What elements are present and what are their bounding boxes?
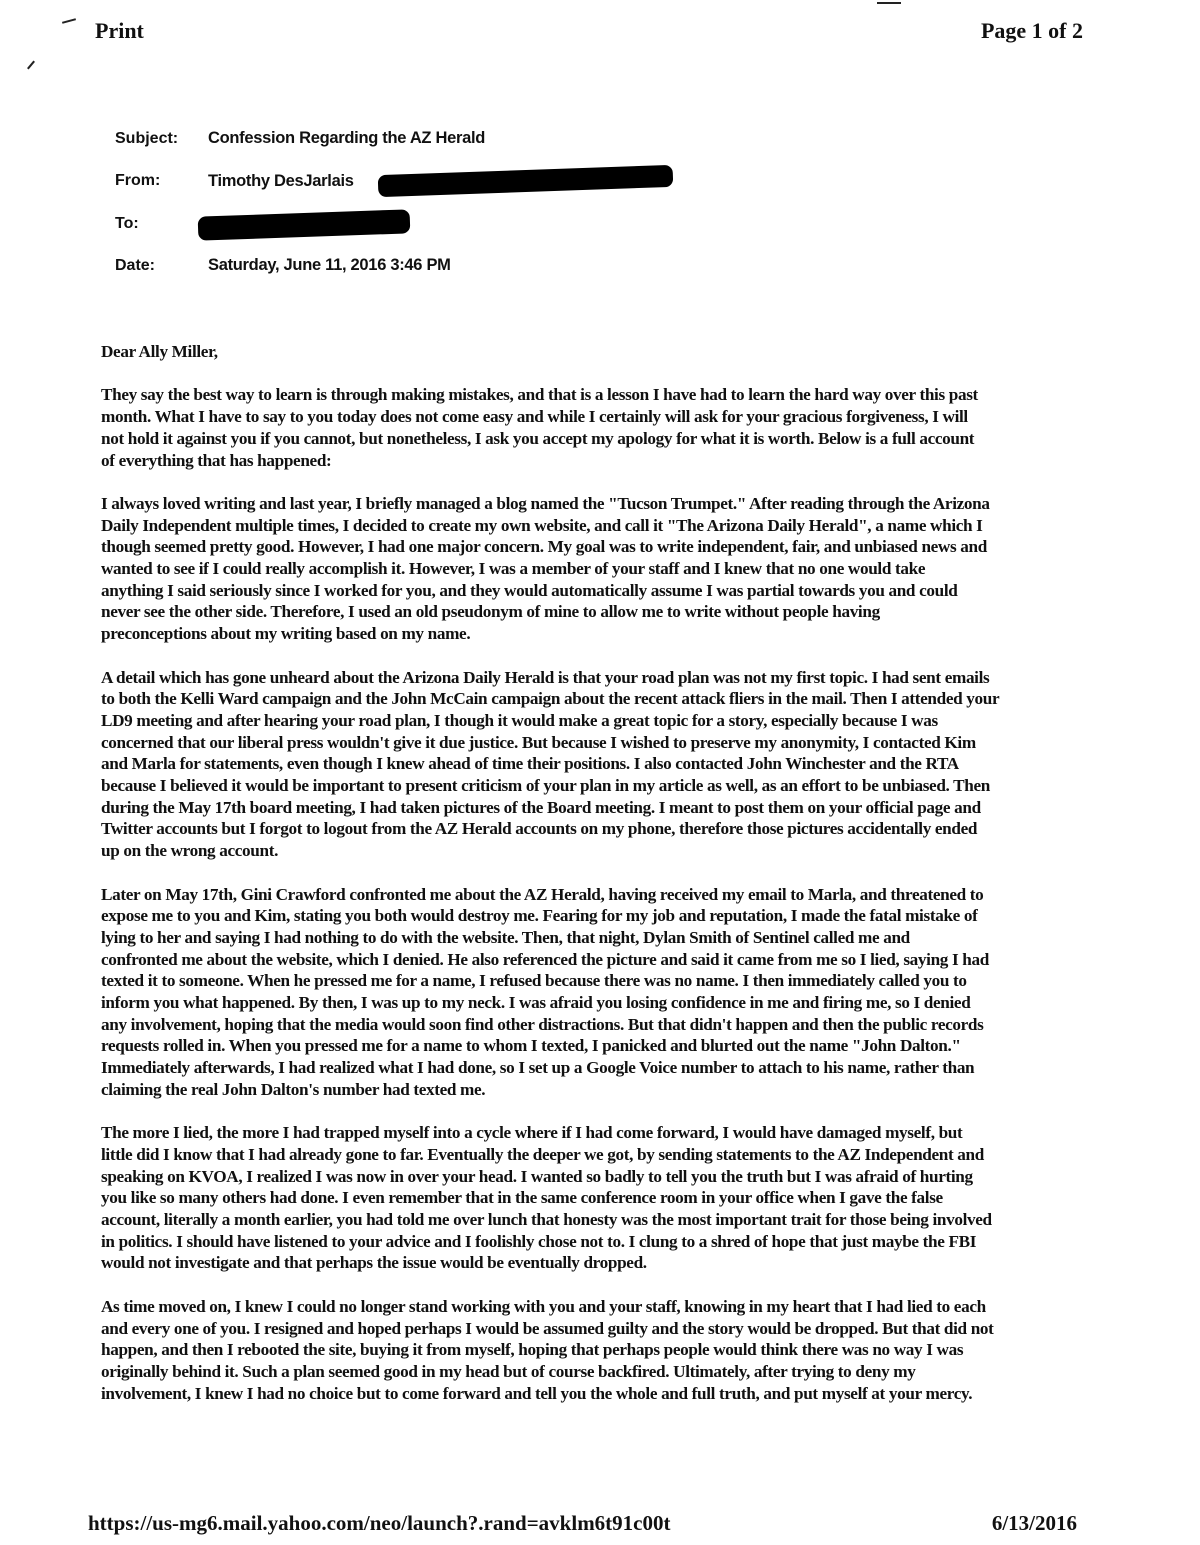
text-line: As time moved on, I knew I could no longer stand working with you and your staff, knowing in my heart that I had lied to each bbox=[101, 1296, 986, 1316]
text-line: They say the best way to learn is through making mistakes, and that is a lesson I have had to learn the hard way over this past bbox=[101, 385, 978, 405]
scan-mark bbox=[62, 18, 76, 24]
text-line: expose me to you and Kim, stating you both would destroy me. Fearing for my job and reputation, I made the fatal mistake of bbox=[101, 906, 978, 926]
body-paragraph bbox=[101, 1122, 1081, 1274]
text-line: during the May 17th board meeting, I had taken pictures of the Board meeting. I meant to post them on your official page and bbox=[101, 797, 981, 817]
footer-date: 6/13/2016 bbox=[991, 1511, 1077, 1535]
text-line: I always loved writing and last year, I briefly managed a blog named the "Tucson Trumpet." After reading through the Arizona bbox=[101, 493, 990, 513]
text-line: happen, and then I rebooted the site, buying it from myself, hoping that perhaps people would think there was no way I was bbox=[101, 1340, 964, 1360]
text-line: Daily Independent multiple times, I decided to create my own website, and call it "The Arizona Daily Herald", a name which I bbox=[101, 515, 983, 535]
text-line: lying to her and saying I had nothing to do with the website. Then, that night, Dylan Smith of Sentinel called me and bbox=[101, 927, 910, 947]
text-line: claiming the real John Dalton's number had texted me. bbox=[101, 1079, 486, 1099]
text-line: The more I lied, the more I had trapped myself into a cycle where if I had come forward, I would have damaged myself, but bbox=[101, 1123, 963, 1143]
text-line: confronted me about the website, which I denied. He also referenced the picture and said it came from me so I lied, saying I had bbox=[101, 949, 989, 969]
body-paragraph bbox=[101, 1296, 1081, 1405]
text-line: speaking on KVOA, I realized I was now in over your head. I wanted so badly to tell you the truth but I was afraid of hurting bbox=[101, 1166, 973, 1186]
date-value: Saturday, June 11, 2016 3:46 PM bbox=[208, 256, 451, 274]
text-line: wanted to see if I could really accomplish it. However, I was a member of your staff and I knew that no one would take bbox=[101, 559, 926, 578]
text-line: Immediately afterwards, I had realized what I had done, so I set up a Google Voice number to attach to his name, rather than bbox=[101, 1058, 975, 1078]
text-line: A detail which has gone unheard about the Arizona Daily Herald is that your road plan was not my first topic. I had sent emails bbox=[101, 667, 990, 687]
text-line: Twitter accounts but I forgot to logout from the AZ Herald accounts on my phone, therefore those pictures accidentally ended bbox=[101, 819, 978, 839]
to-label: To: bbox=[115, 215, 139, 232]
text-line: little did I know that I had already gone to far. Eventually the deeper we got, by sending statements to the AZ Independent and bbox=[101, 1144, 984, 1164]
print-title: Print bbox=[95, 18, 144, 43]
from-label: From: bbox=[115, 172, 161, 189]
text-line: originally behind it. Such a plan seemed good in my head but of course backfired. Ultimately, after trying to deny my bbox=[101, 1361, 916, 1381]
text-line: anything I said seriously since I worked for you, and they would automatically assume I was partial towards you and could bbox=[101, 580, 958, 600]
page-number: Page 1 of 2 bbox=[980, 18, 1083, 43]
from-value: Timothy DesJarlais bbox=[208, 172, 354, 190]
text-line: of everything that has happened: bbox=[101, 450, 332, 470]
scan-mark bbox=[27, 61, 35, 70]
text-line: LD9 meeting and after hearing your road plan, I though it would make a great topic for a story, especially because I was bbox=[101, 710, 938, 730]
text-line: would not investigate and that perhaps the issue would be eventually dropped. bbox=[101, 1253, 647, 1273]
text-line: account, literally a month earlier, you had told me over lunch that honesty was the most important trait for those being involved bbox=[101, 1210, 992, 1230]
text-line: preconceptions about my writing based on my name. bbox=[101, 624, 471, 644]
text-line: month. What I have to say to you today does not come easy and while I certainly will ask for your gracious forgiveness, I will bbox=[101, 407, 968, 427]
subject-label: Subject: bbox=[115, 130, 179, 147]
text-line: requests rolled in. When you pressed me for a name to whom I texted, I panicked and blurted out the name "John Dalton." bbox=[101, 1036, 961, 1056]
scan-mark bbox=[877, 2, 901, 4]
date-label: Date: bbox=[115, 257, 156, 274]
text-line: to both the Kelli Ward campaign and the John McCain campaign about the recent attack fliers in the mail. Then I attended your bbox=[101, 689, 1000, 709]
text-line: up on the wrong account. bbox=[101, 841, 279, 861]
salutation: Dear Ally Miller, bbox=[101, 342, 218, 361]
email-body bbox=[101, 341, 1081, 1426]
paragraphs-container bbox=[101, 384, 1081, 1404]
text-line: Later on May 17th, Gini Crawford confronted me about the AZ Herald, having received my email to Marla, and threatened to bbox=[101, 884, 984, 904]
text-line: concerned that our liberal press wouldn't give it due justice. But because I wished to preserve my anonymity, I contacted Kim bbox=[101, 732, 976, 752]
text-line: and every one of you. I resigned and hoped perhaps I would be assumed guilty and the story would be dropped. But that did not bbox=[101, 1318, 994, 1338]
text-line: you like so many others had done. I even remember that in the same conference room in your office when I gave the false bbox=[101, 1188, 943, 1208]
text-line: texted it to someone. When he pressed me for a name, I refused because there was no name. I then immediately called you to bbox=[101, 971, 967, 991]
text-line: because I believed it would be important to present criticism of your plan in my article as well, as an effort to be unbiased. Then bbox=[101, 776, 990, 796]
footer-url: https://us-mg6.mail.yahoo.com/neo/launch?.rand=avklm6t91c00t bbox=[88, 1511, 671, 1535]
body-paragraph bbox=[101, 493, 1081, 645]
text-line: inform you what happened. By then, I was up to my neck. I was afraid you losing confidence in me and firing me, so I denied bbox=[101, 993, 971, 1013]
redaction-bar bbox=[378, 165, 674, 197]
body-paragraph bbox=[101, 667, 1081, 862]
text-line: involvement, I knew I had no choice but to come forward and tell you the whole and full truth, and put myself at your mercy. bbox=[101, 1383, 973, 1403]
text-line: not hold it against you if you cannot, but nonetheless, I ask you accept my apology for what it is worth. Below is a full account bbox=[101, 428, 975, 448]
redaction-bar bbox=[198, 209, 411, 240]
body-paragraph bbox=[101, 884, 1081, 1101]
text-line: in politics. I should have listened to your advice and I foolishly chose not to. I clung to a shred of hope that just maybe the FBI bbox=[101, 1231, 977, 1251]
text-line: though seemed pretty good. However, I had one major concern. My goal was to write independent, fair, and unbiased news and bbox=[101, 537, 987, 557]
text-line: never see the other side. Therefore, I used an old pseudonym of mine to allow me to write without people having bbox=[101, 602, 880, 622]
text-line: any involvement, hoping that the media would soon find other distractions. But that didn't happen and then the public records bbox=[101, 1014, 984, 1034]
subject-value: Confession Regarding the AZ Herald bbox=[208, 129, 486, 147]
body-paragraph bbox=[101, 384, 1081, 471]
text-line: and Marla for statements, even though I knew ahead of time their positions. I also contacted John Winchester and the RTA bbox=[101, 754, 959, 774]
